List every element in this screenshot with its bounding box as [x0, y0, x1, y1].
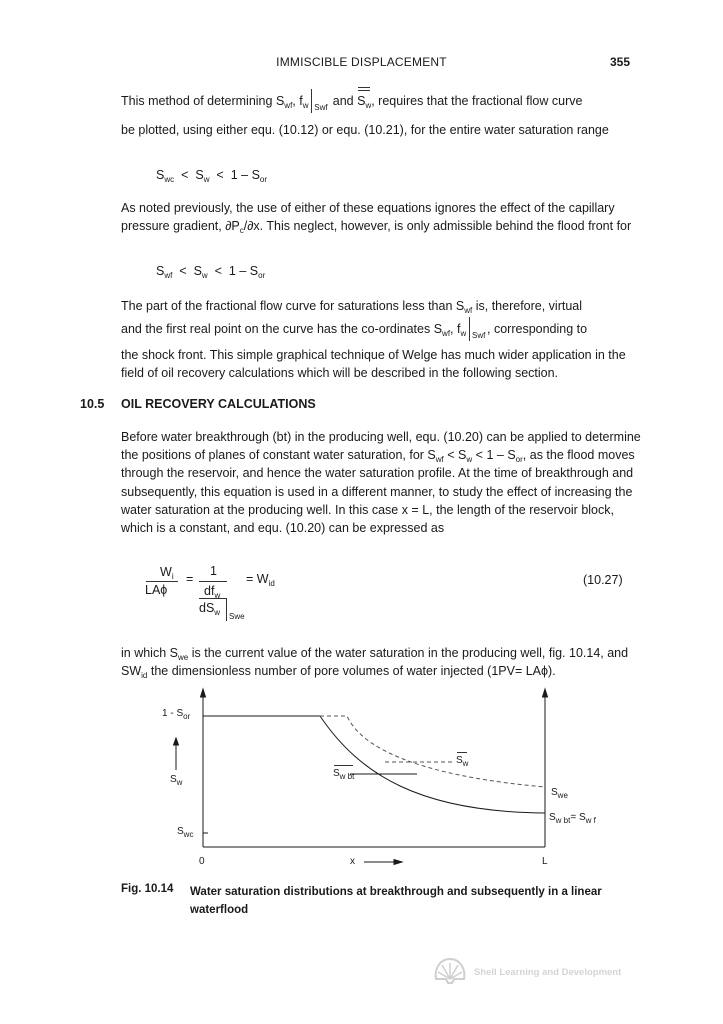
equation-number: (10.27): [583, 573, 623, 587]
figure-caption-number: Fig. 10.14: [121, 883, 174, 895]
symbol-swbar-double: $S_w$: [357, 94, 372, 110]
paragraph-1-line-2: be plotted, using either equ. (10.12) or equ. (10.21), for the entire water saturation range: [121, 123, 609, 137]
section-number: 10.5: [80, 397, 105, 411]
label-swbar: $S_w$: [456, 755, 469, 768]
symbol-swf: $S_{wf}$: [275, 94, 293, 110]
eq-lhs-den: LAϕ: [145, 583, 168, 597]
eq-lhs-num: $W_i$: [160, 565, 174, 581]
shell-logo-icon: [432, 955, 468, 987]
paragraph-5: in which $S_{we}$ is the current value of the water saturation in the producing well, fig. 10.14, and $SW_{id}$ the dimensionless number of pore volumes of water injected (1PV= LAϕ).: [121, 646, 629, 681]
eq-frac-den-top: $df_w$: [204, 584, 221, 600]
figure-caption-text: Water saturation distributions at breakthrough and subsequently in a linear waterflood: [190, 886, 602, 916]
label-sw: $S_w$: [170, 774, 183, 787]
eq-frac-den-bot: $dS_w$: [199, 601, 221, 617]
inequality-1: $S_{wc} < S_w < 1 - S_{or}$: [156, 168, 268, 184]
eq-frac-num: 1: [210, 564, 217, 578]
inequality-2: $S_{wf} < S_w < 1 - S_{or}$: [156, 264, 266, 280]
label-swc: $S_{wc}$: [177, 826, 194, 839]
section-title: OIL RECOVERY CALCULATIONS: [121, 397, 316, 411]
symbol-fw-evaluated: $f_w$ Swf: [299, 92, 329, 110]
label-swbt-eq-swf: $S_{w bt}= S_{w f}$: [549, 812, 596, 825]
label-L: L: [542, 856, 548, 867]
sw-arrow-head: [174, 738, 179, 745]
paragraph-3-line-1: The part of the fractional flow curve for saturations less than $S_{wf}$ is, therefore, virtual: [121, 299, 583, 315]
footer-logo-text: Shell Learning and Development: [474, 967, 622, 978]
page-number: 355: [610, 55, 631, 69]
paragraph-1-line-1: This method of determining $S_{wf}$, $f_w$ Swf and $S_w$, requires that the fractional flow curve: [121, 92, 641, 110]
paragraph-3-end: the shock front. This simple graphical technique of Welge has much wider application in the field of oil recovery calculations which will be described in the following section.: [121, 348, 626, 381]
eq-eval-sub: Swe: [229, 612, 245, 621]
label-zero: 0: [199, 856, 205, 867]
right-axis-arrow: [543, 689, 548, 697]
eq-rhs: = $W_{id}$: [246, 572, 275, 588]
paragraph-3-line-2: and the first real point on the curve has the co-ordinates $S_{wf}$, $f_w$ Swf , corresponding to: [121, 320, 641, 338]
paragraph-2: As noted previously, the use of either of these equations ignores the effect of the capillary pressure gradient, $\partial P_c/\partial x$. This neglect, however, is only admissible behind the flood front for: [121, 201, 632, 236]
paragraph-4: Before water breakthrough (bt) in the producing well, equ. (10.20) can be applied to determine the positions of planes of constant water saturation, for $S_{wf} < S_w < 1 - S_{or}$, as the flood moves through the reservoir, and hence the water saturation profile. At the time of breakthrough and subsequently, this equation is used in a different manner, to study the effect of increasing the water saturation at the producing well. In this case x = L, the length of the reservoir block, which is a constant, and equ. (10.20) can be expressed as: [121, 430, 641, 536]
left-axis-arrow: [201, 689, 206, 697]
label-x: x: [350, 856, 355, 867]
x-arrow-head: [394, 860, 402, 865]
label-one-minus-sor: $1 - S_{or}$: [162, 708, 191, 721]
breakthrough-curve: [320, 716, 545, 813]
label-swe: $S_{we}$: [551, 787, 568, 800]
label-swbt: $S_{w bt}$: [333, 768, 355, 781]
running-title: IMMISCIBLE DISPLACEMENT: [276, 55, 447, 69]
